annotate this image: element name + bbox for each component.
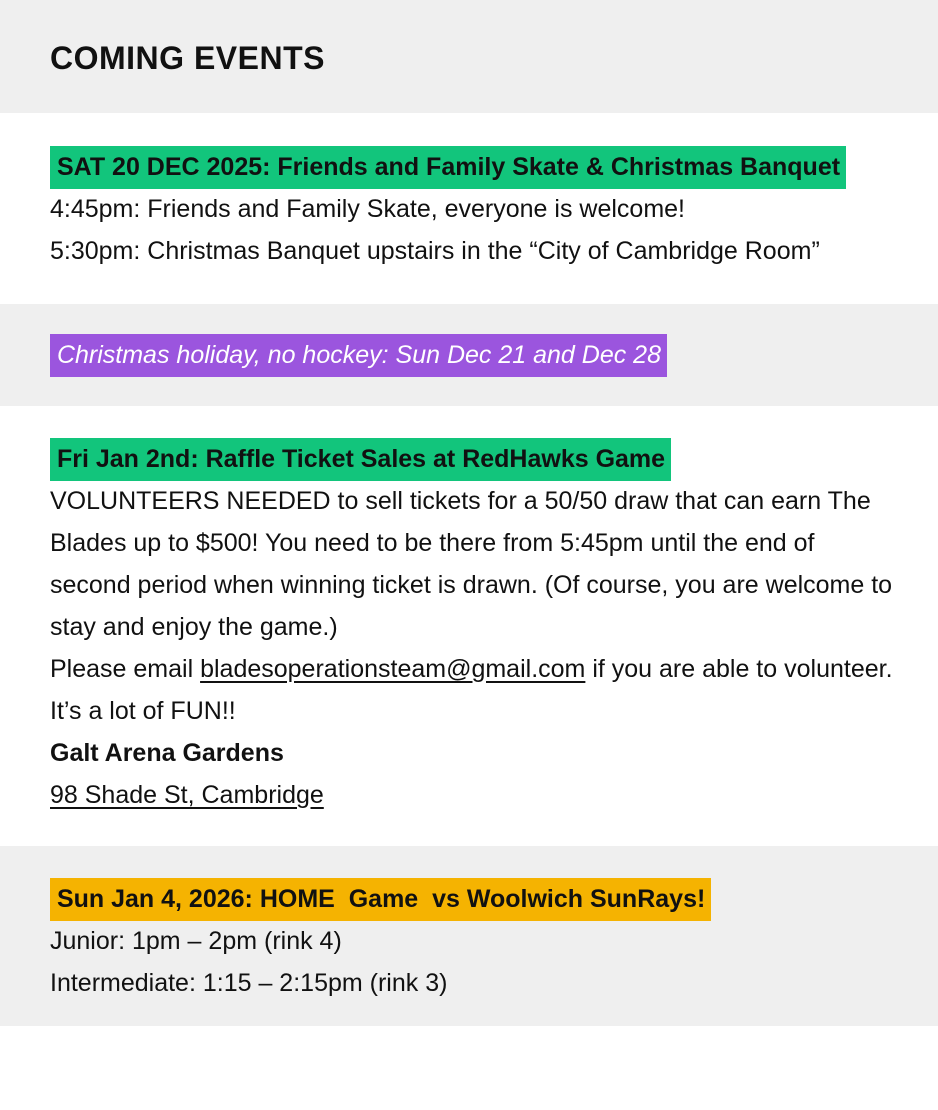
page-title: COMING EVENTS	[50, 40, 325, 76]
event-raffle-tickets	[0, 406, 938, 846]
event3-junior-time: Junior: 1pm – 2pm (rink 4)	[50, 927, 342, 955]
event2-heading-line	[50, 438, 894, 480]
email-suffix-text: if you are able to volunteer. It’s a lot of FUN!!	[50, 655, 907, 725]
event1-detail-banquet-time: 5:30pm: Christmas Banquet upstairs in the “City of Cambridge Room”	[50, 237, 820, 265]
venue-address-line	[50, 774, 894, 816]
page-header-band	[0, 0, 938, 113]
event1-detail-skate-time: 4:45pm: Friends and Family Skate, everyone is welcome!	[50, 195, 685, 223]
holiday-notice-line	[50, 334, 894, 376]
event1-heading-highlight: SAT 20 DEC 2025: Friends and Family Skate & Christmas Banquet	[50, 146, 846, 189]
event3-heading-highlight: Sun Jan 4, 2026: HOME Game vs Woolwich SunRays!	[50, 878, 711, 921]
email-link[interactable]: bladesoperationsteam@gmail.com	[200, 655, 586, 683]
event-home-game	[0, 846, 938, 1026]
event3-heading-line	[50, 878, 894, 920]
holiday-notice-highlight: Christmas holiday, no hockey: Sun Dec 21 and Dec 28	[50, 334, 667, 377]
event2-email-line	[50, 648, 907, 732]
event1-heading-line	[50, 146, 894, 188]
venue-address-link[interactable]: 98 Shade St, Cambridge	[50, 781, 324, 809]
email-prefix-text: Please email	[50, 655, 201, 683]
event2-heading-highlight: Fri Jan 2nd: Raffle Ticket Sales at RedHawks Game	[50, 438, 671, 481]
holiday-notice-band	[0, 304, 938, 406]
event3-intermediate-time: Intermediate: 1:15 – 2:15pm (rink 3)	[50, 969, 448, 997]
venue-name: Galt Arena Gardens	[50, 739, 284, 767]
event2-volunteers-paragraph: VOLUNTEERS NEEDED to sell tickets for a 50/50 draw that can earn The Blades up to $500! You need to be there from 5:45pm until the end of second period when winning ticket is drawn. (Of course, you are welcome to stay and enjoy the game.)	[50, 487, 900, 641]
event-friends-family-skate	[0, 113, 938, 304]
